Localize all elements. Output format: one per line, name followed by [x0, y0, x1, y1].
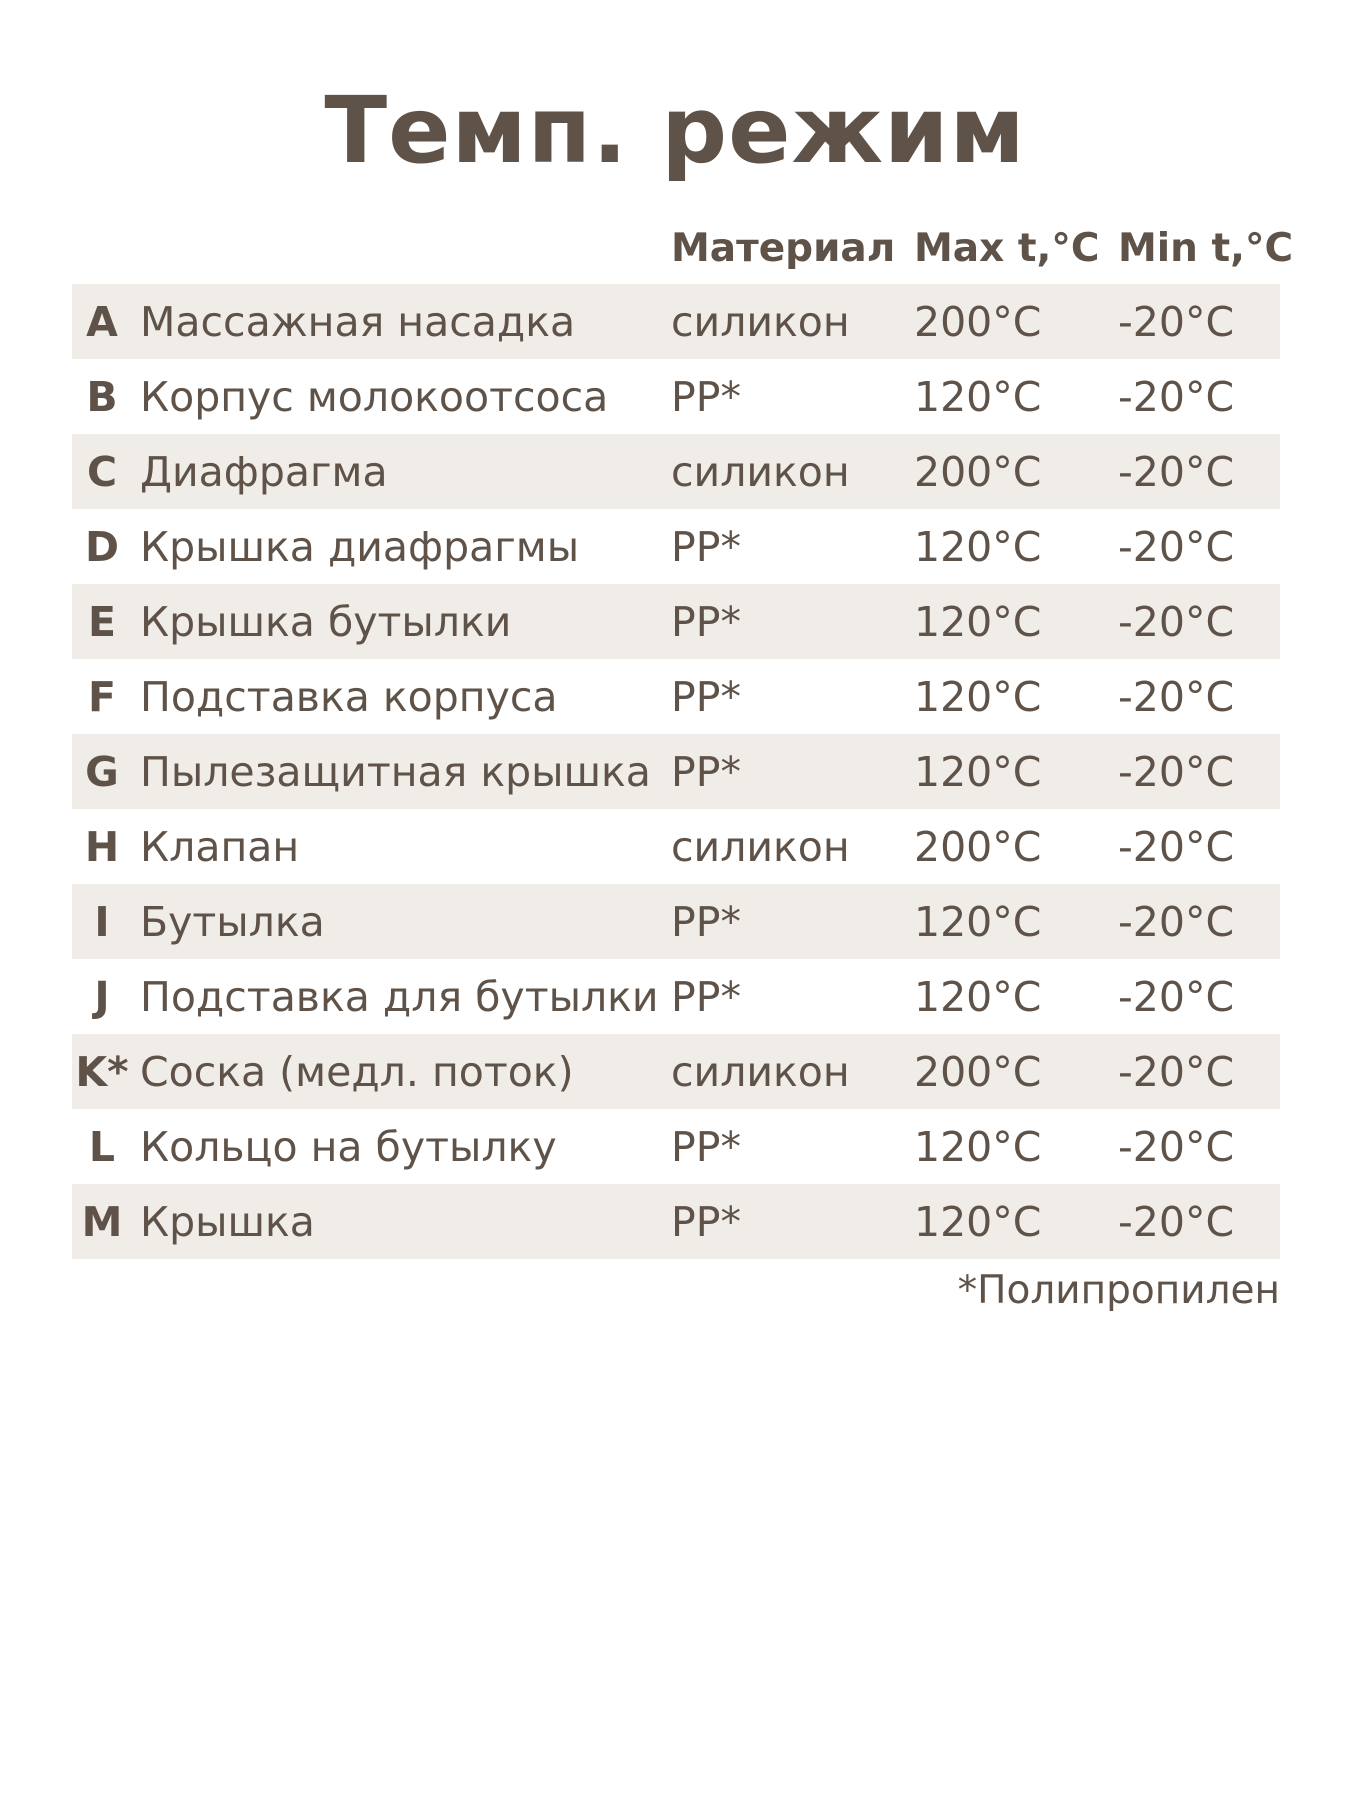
- part-min-temp: -20°C: [1118, 747, 1235, 796]
- table-row: [72, 1109, 1280, 1184]
- part-max-temp: 120°C: [914, 1122, 1042, 1171]
- part-min-temp: -20°C: [1118, 1122, 1235, 1171]
- part-name: Корпус молокоотсоса: [140, 372, 609, 421]
- header-max-temp: Max t,°C: [914, 226, 1100, 271]
- part-name: Соска (медл. поток): [140, 1047, 574, 1096]
- part-letter: K*: [75, 1047, 129, 1096]
- table-row: [72, 509, 1280, 584]
- part-material: PP*: [671, 522, 741, 571]
- table-row: [72, 284, 1280, 359]
- part-letter: L: [88, 1122, 116, 1171]
- part-name: Крышка диафрагмы: [140, 522, 580, 571]
- part-material: PP*: [671, 747, 741, 796]
- part-letter: D: [84, 522, 120, 571]
- part-material: силикон: [671, 1047, 850, 1096]
- part-max-temp: 200°C: [914, 822, 1042, 871]
- part-name: Крышка: [140, 1197, 315, 1246]
- part-material: PP*: [671, 1197, 741, 1246]
- part-material: PP*: [671, 972, 741, 1021]
- table-row: [72, 959, 1280, 1034]
- part-material: PP*: [671, 897, 741, 946]
- part-max-temp: 120°C: [914, 747, 1042, 796]
- part-name: Подставка корпуса: [140, 672, 558, 721]
- part-name: Клапан: [140, 822, 300, 871]
- part-max-temp: 120°C: [914, 672, 1042, 721]
- part-letter: F: [87, 672, 116, 721]
- part-min-temp: -20°C: [1118, 1047, 1235, 1096]
- part-material: PP*: [671, 372, 741, 421]
- part-max-temp: 120°C: [914, 522, 1042, 571]
- part-min-temp: -20°C: [1118, 897, 1235, 946]
- table-row: [72, 1184, 1280, 1259]
- table-row: [72, 359, 1280, 434]
- part-name: Пылезащитная крышка: [140, 747, 651, 796]
- table-row: [72, 809, 1280, 884]
- header-min-temp: Min t,°C: [1118, 226, 1294, 271]
- part-letter: B: [86, 372, 118, 421]
- part-name: Диафрагма: [140, 447, 388, 496]
- part-name: Крышка бутылки: [140, 597, 512, 646]
- header-material: Материал: [671, 226, 896, 271]
- table-row: [72, 884, 1280, 959]
- part-material: силикон: [671, 822, 850, 871]
- part-min-temp: -20°C: [1118, 297, 1235, 346]
- footnote: *Полипропилен: [957, 1268, 1280, 1313]
- part-name: Подставка для бутылки: [140, 972, 659, 1021]
- temperature-table: [72, 208, 1294, 1259]
- part-letter: A: [86, 297, 118, 346]
- part-max-temp: 120°C: [914, 597, 1042, 646]
- table-row: [72, 434, 1280, 509]
- part-letter: C: [86, 447, 118, 496]
- table-row: [72, 659, 1280, 734]
- part-name: Бутылка: [140, 897, 325, 946]
- part-min-temp: -20°C: [1118, 372, 1235, 421]
- part-min-temp: -20°C: [1118, 522, 1235, 571]
- part-max-temp: 200°C: [914, 1047, 1042, 1096]
- table-header: [72, 208, 1294, 284]
- page-title: Темп. режим: [324, 77, 1026, 184]
- table-row: [72, 1034, 1280, 1109]
- part-letter: H: [84, 822, 120, 871]
- part-min-temp: -20°C: [1118, 822, 1235, 871]
- part-min-temp: -20°C: [1118, 1197, 1235, 1246]
- part-material: PP*: [671, 1122, 741, 1171]
- part-name: Массажная насадка: [140, 297, 576, 346]
- part-letter: E: [87, 597, 116, 646]
- part-max-temp: 200°C: [914, 297, 1042, 346]
- part-letter: I: [94, 897, 110, 946]
- table-row: [72, 734, 1280, 809]
- part-material: PP*: [671, 672, 741, 721]
- part-max-temp: 120°C: [914, 1197, 1042, 1246]
- part-letter: M: [81, 1197, 123, 1246]
- part-max-temp: 200°C: [914, 447, 1042, 496]
- part-material: PP*: [671, 597, 741, 646]
- table-row: [72, 584, 1280, 659]
- part-max-temp: 120°C: [914, 372, 1042, 421]
- part-min-temp: -20°C: [1118, 672, 1235, 721]
- part-material: силикон: [671, 297, 850, 346]
- part-letter: G: [85, 747, 119, 796]
- part-min-temp: -20°C: [1118, 597, 1235, 646]
- part-name: Кольцо на бутылку: [140, 1122, 557, 1171]
- part-max-temp: 120°C: [914, 897, 1042, 946]
- part-material: силикон: [671, 447, 850, 496]
- part-max-temp: 120°C: [914, 972, 1042, 1021]
- part-min-temp: -20°C: [1118, 972, 1235, 1021]
- part-min-temp: -20°C: [1118, 447, 1235, 496]
- part-letter: J: [94, 972, 110, 1021]
